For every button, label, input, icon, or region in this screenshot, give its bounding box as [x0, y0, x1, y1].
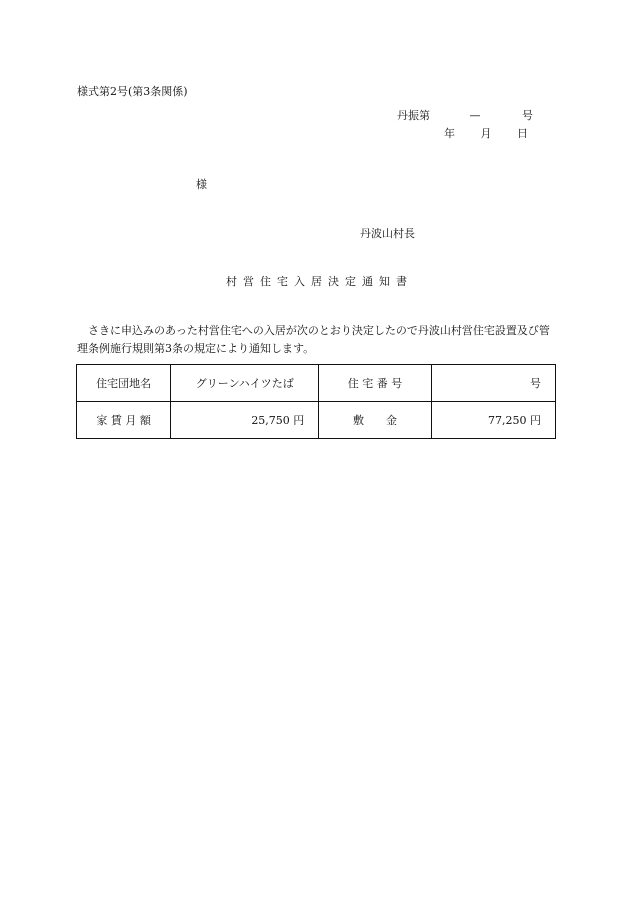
deposit-value: 77,250 円	[431, 402, 555, 439]
document-number	[397, 110, 533, 121]
table-row	[77, 365, 556, 402]
addressee-suffix: 様	[196, 178, 207, 191]
table-row	[77, 402, 556, 439]
document-title: 村営住宅入居決定通知書	[226, 275, 413, 288]
document-number-prefix: 丹振第	[397, 109, 430, 122]
housing-number-value: 号	[431, 365, 555, 402]
monthly-rent-label: 家 賃 月 額	[77, 402, 171, 439]
date-day: 日	[517, 127, 528, 140]
housing-info-table	[76, 364, 556, 439]
housing-number-label: 住 宅 番 号	[319, 365, 431, 402]
issuer-name: 丹波山村長	[360, 227, 415, 240]
housing-complex-label: 住宅団地名	[77, 365, 171, 402]
monthly-rent-value: 25,750 円	[171, 402, 319, 439]
deposit-label: 敷 金	[319, 402, 431, 439]
date-month: 月	[480, 127, 492, 140]
date-year: 年	[444, 127, 455, 140]
form-number: 様式第2号(第3条関係)	[77, 85, 188, 98]
body-text: さきに申込みのあった村営住宅への入居が次のとおり決定したので丹波山村営住宅設置及び管理条例施行規則第3条の規定により通知します。	[77, 324, 550, 355]
document-date	[444, 128, 528, 139]
document-number-suffix: 号	[522, 109, 533, 122]
document-number-dash: —	[469, 109, 481, 122]
housing-complex-value: グリーンハイツたば	[171, 365, 319, 402]
